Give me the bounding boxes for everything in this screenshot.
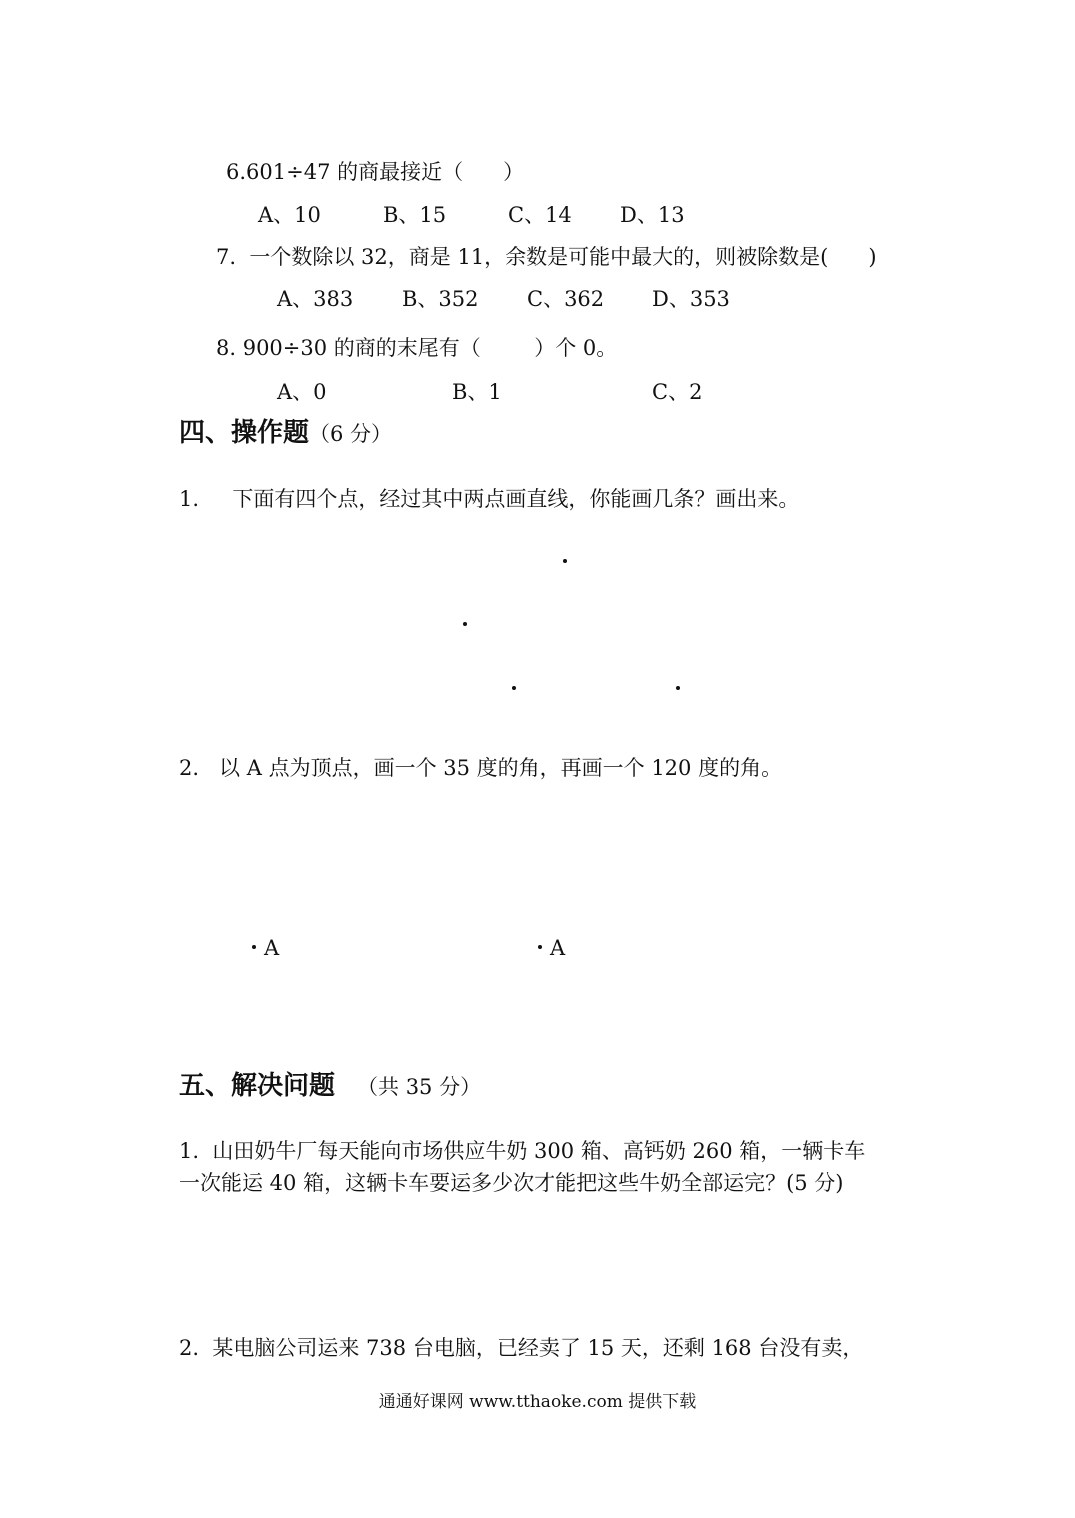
question-8-option-b: B、1 — [452, 380, 502, 404]
question-8-option-c: C、2 — [652, 380, 703, 404]
problem-1-line-1: 1. 山田奶牛厂每天能向市场供应牛奶 300 箱、高钙奶 260 箱，一辆卡车 — [179, 1139, 866, 1163]
question-6-option-c: C、14 — [508, 203, 572, 227]
section-4-score: （6 分） — [309, 422, 393, 446]
section-4-heading — [179, 417, 392, 450]
question-6-option-a: A、10 — [258, 203, 321, 227]
question-6-option-d: D、13 — [620, 203, 685, 227]
section-5-title: 五、解决问题 — [179, 1071, 336, 1101]
vertex-a-label: A — [264, 936, 280, 960]
problem-1-line-2: 一次能运 40 箱，这辆卡车要运多少次才能把这些牛奶全部运完？(5 分) — [179, 1171, 844, 1195]
vertex-a-dot — [252, 945, 256, 949]
question-8-text: 8. 900÷30 的商的末尾有（ ）个 0。 — [216, 336, 618, 360]
section-4-title: 四、操作题 — [179, 418, 310, 448]
problem-2-text: 2. 某电脑公司运来 738 台电脑，已经卖了 15 天，还剩 168 台没有卖， — [179, 1336, 864, 1360]
operation-question-1: 1. 下面有四个点，经过其中两点画直线，你能画几条？画出来。 — [179, 487, 800, 511]
question-7-option-c: C、362 — [527, 287, 605, 311]
question-7-option-d: D、353 — [652, 287, 730, 311]
question-7-option-a: A、383 — [277, 287, 354, 311]
page-footer: 通通好课网 www.tthaoke.com 提供下载 — [378, 1392, 697, 1412]
question-7-text: 7. 一个数除以 32，商是 11，余数是可能中最大的，则被除数是( ) — [216, 245, 877, 269]
point-dot — [676, 686, 680, 690]
vertex-a-label: A — [550, 936, 566, 960]
question-6-option-b: B、15 — [383, 203, 447, 227]
point-dot — [463, 622, 467, 626]
point-dot — [512, 686, 516, 690]
section-5-score: （共 35 分） — [357, 1075, 482, 1099]
question-6-text: 6.601÷47 的商最接近（ ） — [226, 160, 525, 184]
question-7-option-b: B、352 — [402, 287, 479, 311]
question-8-option-a: A、0 — [277, 380, 327, 404]
vertex-a-dot — [538, 945, 542, 949]
section-5-heading — [179, 1070, 481, 1103]
operation-question-2: 2. 以 A 点为顶点，画一个 35 度的角，再画一个 120 度的角。 — [179, 756, 783, 780]
point-dot — [563, 559, 567, 563]
